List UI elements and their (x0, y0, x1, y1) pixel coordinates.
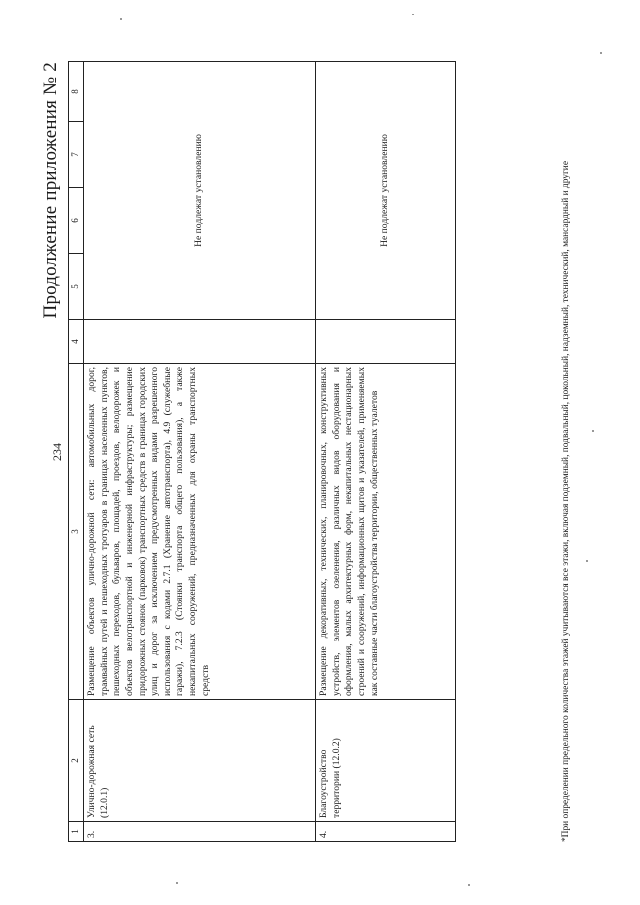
row-number: 3. (83, 822, 315, 842)
footnote: *При определении предельного количества этажей учитываются все этажи, включая подземный, подвальный, цокольный, надземный, технический, мансардный и другие (561, 161, 571, 842)
land-use-type-name: Благоустройство территории (12.0.2) (315, 700, 455, 822)
empty-cell (315, 320, 455, 364)
table-row (83, 62, 315, 842)
row-number: 4. (315, 822, 455, 842)
not-applicable-note: Не подлежат установлению (83, 62, 315, 320)
continuation-label: Продолжение приложения № 2 (40, 62, 61, 319)
column-number: 7 (69, 122, 84, 188)
scan-speck (592, 430, 594, 432)
page-number: 234 (50, 443, 64, 461)
zoning-regulations-table (68, 61, 456, 842)
scan-speck (120, 18, 122, 20)
not-applicable-note: Не подлежат установлению (315, 62, 455, 320)
scan-speck (586, 560, 588, 562)
column-number: 5 (69, 254, 84, 320)
column-number: 2 (69, 700, 84, 822)
scan-speck (600, 52, 602, 54)
table-row (315, 62, 455, 842)
column-number: 4 (69, 320, 84, 364)
column-number: 1 (69, 822, 84, 842)
column-number: 6 (69, 188, 84, 254)
column-number-row (69, 62, 84, 842)
empty-cell (83, 320, 315, 364)
column-number: 8 (69, 62, 84, 122)
scan-speck (412, 14, 414, 15)
column-number: 3 (69, 364, 84, 700)
rotated-document-page (40, 62, 600, 842)
scan-speck (468, 884, 470, 886)
scan-speck (176, 882, 178, 884)
land-use-description: Размещение декоративных, технических, планировочных, конструктивных устройств, элементов озеленения, различных видов оборудования и оформления, малых архитектурных форм, некапитальных нестационарных строений и сооружений, информационных щитов и указателей, применяемых как составные части благоустройства территории, общественных туалетов (315, 364, 455, 700)
land-use-type-name: Улично-дорожная сеть (12.0.1) (83, 700, 315, 822)
land-use-description: Размещение объектов улично-дорожной сети: автомобильных дорог, трамвайных путей и пешеходных тротуаров в границах населенных пунктов, пешеходных переходов, бульваров, площадей, проездов, велодорожек и объектов велотранспортной и инженерной инфраструктуры; размещение придорожных стоянок (парковок) транспортных средств в границах городских улиц и дорог за исключением предусмотренных видами разрешенного использования с кодами 2.7.1 (Хранение автотранспорта), 4.9 (служебные гаражи), 7.2.3 (Стоянки транспорта общего пользования), а также некапитальных сооружений, предназначенных для охраны транспортных средств (83, 364, 315, 700)
